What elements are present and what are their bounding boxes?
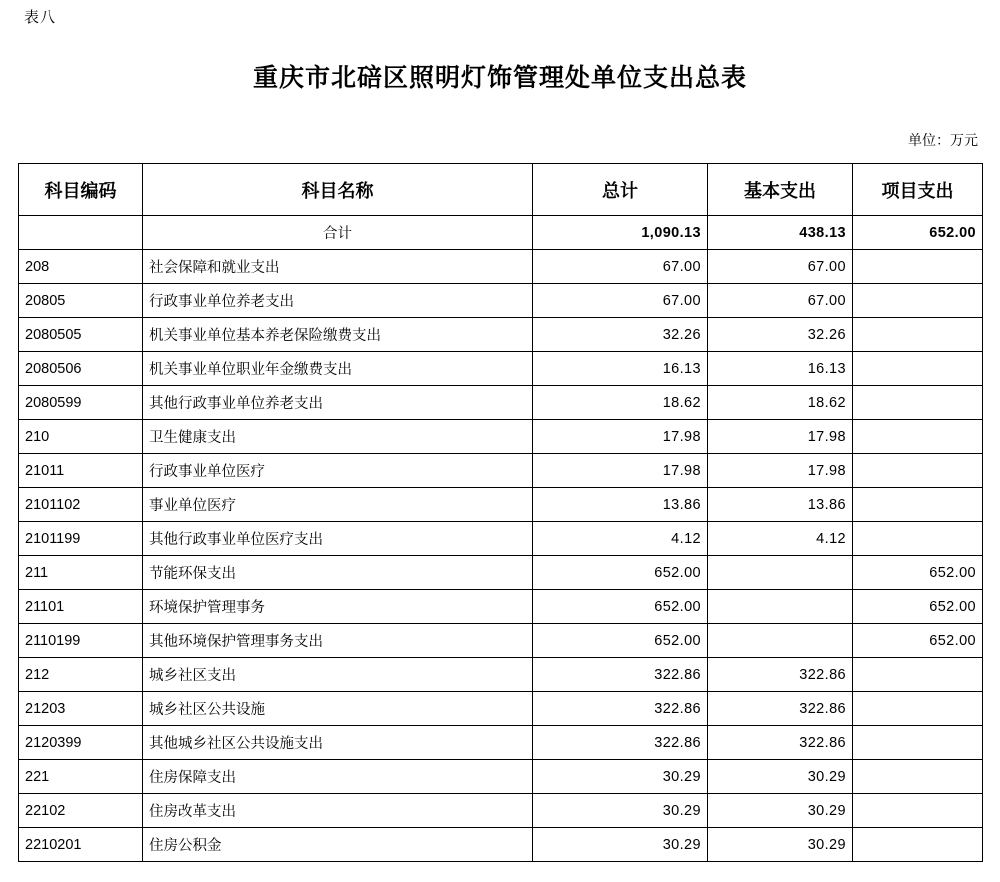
cell-basic-expenditure — [708, 556, 853, 590]
cell-subject-name: 城乡社区支出 — [143, 658, 533, 692]
cell-total: 652.00 — [533, 590, 708, 624]
cell-project-expenditure — [853, 284, 983, 318]
cell-total: 18.62 — [533, 386, 708, 420]
cell-subject-code: 208 — [19, 250, 143, 284]
table-row — [19, 624, 983, 658]
cell-subject-code: 2110199 — [19, 624, 143, 658]
table-row — [19, 658, 983, 692]
cell-basic-expenditure: 18.62 — [708, 386, 853, 420]
cell-total: 30.29 — [533, 828, 708, 862]
cell-subject-name: 其他行政事业单位医疗支出 — [143, 522, 533, 556]
cell-subject-name: 事业单位医疗 — [143, 488, 533, 522]
cell-basic-expenditure: 322.86 — [708, 692, 853, 726]
cell-subject-code: 21101 — [19, 590, 143, 624]
cell-subject-code: 2101199 — [19, 522, 143, 556]
cell-total: 16.13 — [533, 352, 708, 386]
cell-basic-expenditure: 67.00 — [708, 284, 853, 318]
column-header-code: 科目编码 — [19, 164, 143, 216]
cell-subject-name: 住房改革支出 — [143, 794, 533, 828]
cell-subject-code: 21203 — [19, 692, 143, 726]
table-body — [19, 216, 983, 862]
table-row — [19, 318, 983, 352]
cell-subject-code: 2080506 — [19, 352, 143, 386]
table-row — [19, 454, 983, 488]
header-row — [19, 164, 983, 216]
cell-subject-code: 212 — [19, 658, 143, 692]
table-row — [19, 216, 983, 250]
table-row — [19, 284, 983, 318]
cell-project-expenditure — [853, 828, 983, 862]
cell-subject-code: 221 — [19, 760, 143, 794]
cell-subject-name: 卫生健康支出 — [143, 420, 533, 454]
cell-project-expenditure: 652.00 — [853, 590, 983, 624]
cell-project-expenditure — [853, 692, 983, 726]
cell-total: 4.12 — [533, 522, 708, 556]
cell-subject-code: 2101102 — [19, 488, 143, 522]
cell-total: 652.00 — [533, 624, 708, 658]
unit-note: 单位：万元 — [908, 132, 978, 148]
cell-project-expenditure — [853, 760, 983, 794]
page-title: 重庆市北碚区照明灯饰管理处单位支出总表 — [252, 64, 747, 92]
cell-total: 67.00 — [533, 250, 708, 284]
cell-subject-code: 20805 — [19, 284, 143, 318]
cell-subject-name: 其他环境保护管理事务支出 — [143, 624, 533, 658]
cell-basic-expenditure: 13.86 — [708, 488, 853, 522]
cell-basic-expenditure: 32.26 — [708, 318, 853, 352]
table-row — [19, 420, 983, 454]
cell-project-expenditure — [853, 522, 983, 556]
cell-subject-name: 行政事业单位养老支出 — [143, 284, 533, 318]
cell-project-expenditure — [853, 726, 983, 760]
cell-basic-expenditure: 322.86 — [708, 658, 853, 692]
cell-subject-code: 2080599 — [19, 386, 143, 420]
cell-total: 17.98 — [533, 454, 708, 488]
cell-subject-name: 环境保护管理事务 — [143, 590, 533, 624]
table-row — [19, 556, 983, 590]
table-row — [19, 352, 983, 386]
column-header-project: 项目支出 — [853, 164, 983, 216]
cell-total: 32.26 — [533, 318, 708, 352]
cell-basic-expenditure: 322.86 — [708, 726, 853, 760]
cell-subject-name: 其他行政事业单位养老支出 — [143, 386, 533, 420]
cell-basic-expenditure — [708, 624, 853, 658]
cell-subject-name: 合计 — [143, 216, 533, 250]
cell-project-expenditure — [853, 454, 983, 488]
cell-subject-name: 节能环保支出 — [143, 556, 533, 590]
table-row — [19, 794, 983, 828]
cell-subject-code — [19, 216, 143, 250]
cell-subject-name: 行政事业单位医疗 — [143, 454, 533, 488]
cell-basic-expenditure: 30.29 — [708, 794, 853, 828]
cell-project-expenditure — [853, 658, 983, 692]
cell-basic-expenditure — [708, 590, 853, 624]
cell-subject-name: 机关事业单位职业年金缴费支出 — [143, 352, 533, 386]
cell-project-expenditure — [853, 250, 983, 284]
cell-subject-code: 2120399 — [19, 726, 143, 760]
cell-subject-name: 社会保障和就业支出 — [143, 250, 533, 284]
cell-project-expenditure — [853, 794, 983, 828]
cell-project-expenditure — [853, 352, 983, 386]
cell-total: 1,090.13 — [533, 216, 708, 250]
cell-subject-code: 22102 — [19, 794, 143, 828]
cell-project-expenditure — [853, 488, 983, 522]
column-header-total: 总计 — [533, 164, 708, 216]
column-header-name: 科目名称 — [143, 164, 533, 216]
cell-basic-expenditure: 30.29 — [708, 828, 853, 862]
cell-project-expenditure: 652.00 — [853, 556, 983, 590]
table-row — [19, 760, 983, 794]
cell-total: 67.00 — [533, 284, 708, 318]
cell-subject-code: 210 — [19, 420, 143, 454]
cell-subject-code: 211 — [19, 556, 143, 590]
cell-subject-name: 城乡社区公共设施 — [143, 692, 533, 726]
cell-total: 322.86 — [533, 658, 708, 692]
cell-basic-expenditure: 16.13 — [708, 352, 853, 386]
cell-subject-name: 其他城乡社区公共设施支出 — [143, 726, 533, 760]
table-row — [19, 522, 983, 556]
table-row — [19, 488, 983, 522]
cell-basic-expenditure: 438.13 — [708, 216, 853, 250]
cell-project-expenditure: 652.00 — [853, 216, 983, 250]
form-number-label: 表八 — [24, 9, 57, 26]
table-row — [19, 828, 983, 862]
cell-total: 322.86 — [533, 726, 708, 760]
cell-project-expenditure — [853, 420, 983, 454]
expenditure-table — [18, 163, 983, 862]
cell-basic-expenditure: 67.00 — [708, 250, 853, 284]
cell-basic-expenditure: 4.12 — [708, 522, 853, 556]
table-row — [19, 726, 983, 760]
table-header — [19, 164, 983, 216]
cell-basic-expenditure: 17.98 — [708, 420, 853, 454]
cell-total: 652.00 — [533, 556, 708, 590]
cell-subject-name: 住房保障支出 — [143, 760, 533, 794]
cell-subject-code: 2080505 — [19, 318, 143, 352]
table-row — [19, 250, 983, 284]
table-row — [19, 692, 983, 726]
table-row — [19, 386, 983, 420]
cell-subject-code: 2210201 — [19, 828, 143, 862]
cell-total: 17.98 — [533, 420, 708, 454]
cell-basic-expenditure: 17.98 — [708, 454, 853, 488]
column-header-basic: 基本支出 — [708, 164, 853, 216]
cell-project-expenditure: 652.00 — [853, 624, 983, 658]
cell-project-expenditure — [853, 318, 983, 352]
cell-total: 30.29 — [533, 794, 708, 828]
cell-subject-code: 21011 — [19, 454, 143, 488]
cell-project-expenditure — [853, 386, 983, 420]
cell-subject-name: 住房公积金 — [143, 828, 533, 862]
cell-total: 30.29 — [533, 760, 708, 794]
cell-basic-expenditure: 30.29 — [708, 760, 853, 794]
cell-total: 13.86 — [533, 488, 708, 522]
cell-total: 322.86 — [533, 692, 708, 726]
cell-subject-name: 机关事业单位基本养老保险缴费支出 — [143, 318, 533, 352]
table-row — [19, 590, 983, 624]
